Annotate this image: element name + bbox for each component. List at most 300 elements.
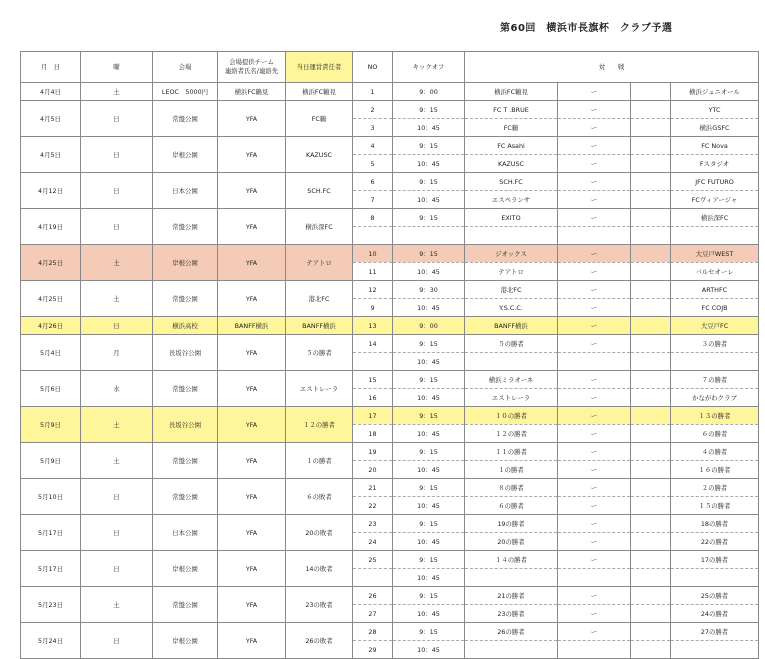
match-no: 6: [353, 173, 393, 191]
day-cell: 月: [81, 335, 153, 371]
home-team: ５の勝者: [465, 335, 558, 353]
day-cell: 土: [81, 281, 153, 317]
venue-cell: 岸根公園: [153, 245, 218, 281]
home-team: FC T .BRUE: [465, 101, 558, 119]
kickoff-time: 10：45: [393, 191, 465, 209]
provider-cell: YFA: [218, 245, 286, 281]
date-cell: 4月25日: [21, 245, 81, 281]
match-no: [353, 353, 393, 371]
kickoff-time: 10：45: [393, 569, 465, 587]
match-no: 1: [353, 83, 393, 101]
day-cell: 土: [81, 407, 153, 443]
table-row: [21, 587, 759, 605]
kickoff-time: 9：15: [393, 623, 465, 641]
versus-dash: ー: [558, 191, 631, 209]
provider-cell: YFA: [218, 137, 286, 173]
home-team: 19の勝者: [465, 515, 558, 533]
manager-cell: KAZUSC: [286, 137, 353, 173]
home-team: BANFF横浜: [465, 317, 558, 335]
match-no: 17: [353, 407, 393, 425]
table-row: [21, 83, 759, 101]
home-team: エスペランサ: [465, 191, 558, 209]
schedule-body: [21, 83, 759, 659]
kickoff-time: 10：45: [393, 299, 465, 317]
versus-dash: ー: [558, 155, 631, 173]
table-row: [21, 551, 759, 569]
spacer-cell: [631, 263, 671, 281]
day-cell: 日: [81, 173, 153, 209]
table-row: [21, 281, 759, 299]
venue-cell: 横浜高校: [153, 317, 218, 335]
venue-cell: 常盤公園: [153, 281, 218, 317]
versus-dash: [558, 353, 631, 371]
match-no: 9: [353, 299, 393, 317]
home-team: [465, 353, 558, 371]
manager-cell: １の勝者: [286, 443, 353, 479]
table-row: [21, 137, 759, 155]
kickoff-time: 10：45: [393, 533, 465, 551]
venue-cell: 日本公園: [153, 173, 218, 209]
table-row: [21, 443, 759, 461]
header-no: NO: [353, 52, 393, 83]
home-team: [465, 641, 558, 659]
spacer-cell: [631, 191, 671, 209]
home-team: FC鶴: [465, 119, 558, 137]
match-no: 11: [353, 263, 393, 281]
table-row: [21, 101, 759, 119]
versus-dash: ー: [558, 587, 631, 605]
home-team: エストレーラ: [465, 389, 558, 407]
kickoff-time: 10：45: [393, 641, 465, 659]
versus-dash: ー: [558, 479, 631, 497]
provider-cell: YFA: [218, 209, 286, 245]
venue-cell: 岸根公園: [153, 623, 218, 659]
day-cell: 日: [81, 623, 153, 659]
day-cell: 土: [81, 83, 153, 101]
match-no: 2: [353, 101, 393, 119]
versus-dash: [558, 569, 631, 587]
away-team: [671, 641, 759, 659]
provider-cell: YFA: [218, 551, 286, 587]
home-team: FC Asahi: [465, 137, 558, 155]
match-no: 18: [353, 425, 393, 443]
match-no: 16: [353, 389, 393, 407]
manager-cell: 20の敗者: [286, 515, 353, 551]
kickoff-time: 9：15: [393, 371, 465, 389]
match-no: 7: [353, 191, 393, 209]
header-match: 対 戦: [465, 52, 759, 83]
home-team: １２の勝者: [465, 425, 558, 443]
home-team: [465, 227, 558, 245]
spacer-cell: [631, 515, 671, 533]
kickoff-time: 9：15: [393, 479, 465, 497]
spacer-cell: [631, 425, 671, 443]
date-cell: 4月4日: [21, 83, 81, 101]
day-cell: 日: [81, 137, 153, 173]
versus-dash: ー: [558, 443, 631, 461]
day-cell: 日: [81, 515, 153, 551]
home-team: ジオックス: [465, 245, 558, 263]
manager-cell: エストレーラ: [286, 371, 353, 407]
venue-cell: 常盤公園: [153, 209, 218, 245]
spacer-cell: [631, 353, 671, 371]
versus-dash: ー: [558, 281, 631, 299]
spacer-cell: [631, 281, 671, 299]
spacer-cell: [631, 497, 671, 515]
versus-dash: ー: [558, 533, 631, 551]
manager-cell: １２の勝者: [286, 407, 353, 443]
versus-dash: ー: [558, 515, 631, 533]
date-cell: 4月12日: [21, 173, 81, 209]
versus-dash: ー: [558, 83, 631, 101]
versus-dash: ー: [558, 623, 631, 641]
provider-cell: BANFF横浜: [218, 317, 286, 335]
spacer-cell: [631, 605, 671, 623]
day-cell: 日: [81, 551, 153, 587]
match-no: 28: [353, 623, 393, 641]
kickoff-time: 9：00: [393, 83, 465, 101]
match-no: [353, 569, 393, 587]
match-no: 10: [353, 245, 393, 263]
home-team: １１の勝者: [465, 443, 558, 461]
manager-cell: 港北FC: [286, 281, 353, 317]
day-cell: 土: [81, 245, 153, 281]
table-row: [21, 407, 759, 425]
spacer-cell: [631, 479, 671, 497]
home-team: １４の勝者: [465, 551, 558, 569]
kickoff-time: 10：45: [393, 461, 465, 479]
match-no: 12: [353, 281, 393, 299]
manager-cell: SCH.FC: [286, 173, 353, 209]
spacer-cell: [631, 623, 671, 641]
versus-dash: ー: [558, 497, 631, 515]
away-team: 27の勝者: [671, 623, 759, 641]
date-cell: 4月25日: [21, 281, 81, 317]
home-team: １の勝者: [465, 461, 558, 479]
home-team: 20の勝者: [465, 533, 558, 551]
home-team: ８の勝者: [465, 479, 558, 497]
provider-cell: YFA: [218, 173, 286, 209]
venue-cell: 常盤公園: [153, 587, 218, 623]
table-row: [21, 623, 759, 641]
manager-cell: テアトロ: [286, 245, 353, 281]
match-no: [353, 227, 393, 245]
away-team: ７の勝者: [671, 371, 759, 389]
date-cell: 5月6日: [21, 371, 81, 407]
provider-cell: YFA: [218, 281, 286, 317]
kickoff-time: 9：15: [393, 443, 465, 461]
spacer-cell: [631, 137, 671, 155]
match-no: 23: [353, 515, 393, 533]
header-kickoff: キックオフ: [393, 52, 465, 83]
home-team: KAZUSC: [465, 155, 558, 173]
date-cell: 5月10日: [21, 479, 81, 515]
match-no: 29: [353, 641, 393, 659]
manager-cell: 横浜FC鶴見: [286, 83, 353, 101]
versus-dash: ー: [558, 461, 631, 479]
provider-cell: YFA: [218, 479, 286, 515]
manager-cell: 14の敗者: [286, 551, 353, 587]
kickoff-time: 9：15: [393, 137, 465, 155]
kickoff-time: [393, 227, 465, 245]
away-team: 大豆戸WEST: [671, 245, 759, 263]
kickoff-time: 9：15: [393, 335, 465, 353]
home-team: 横浜FC鶴見: [465, 83, 558, 101]
away-team: 大豆戸FC: [671, 317, 759, 335]
table-row: [21, 317, 759, 335]
kickoff-time: 10：45: [393, 389, 465, 407]
home-team: 港北FC: [465, 281, 558, 299]
schedule-table: [20, 51, 759, 659]
spacer-cell: [631, 209, 671, 227]
versus-dash: ー: [558, 389, 631, 407]
date-cell: 5月23日: [21, 587, 81, 623]
kickoff-time: 10：45: [393, 605, 465, 623]
kickoff-time: 10：45: [393, 353, 465, 371]
date-cell: 5月17日: [21, 515, 81, 551]
kickoff-time: 9：15: [393, 173, 465, 191]
kickoff-time: 9：15: [393, 245, 465, 263]
match-no: 20: [353, 461, 393, 479]
header-provider-line2: 連絡者氏名/連絡先: [224, 67, 279, 75]
away-team: ４の勝者: [671, 443, 759, 461]
match-no: 14: [353, 335, 393, 353]
day-cell: 土: [81, 443, 153, 479]
kickoff-time: 9：15: [393, 101, 465, 119]
date-cell: 4月26日: [21, 317, 81, 335]
spacer-cell: [631, 173, 671, 191]
spacer-cell: [631, 389, 671, 407]
versus-dash: ー: [558, 371, 631, 389]
match-no: 8: [353, 209, 393, 227]
day-cell: 水: [81, 371, 153, 407]
versus-dash: ー: [558, 317, 631, 335]
day-cell: 日: [81, 479, 153, 515]
versus-dash: ー: [558, 263, 631, 281]
away-team: かながわクラブ: [671, 389, 759, 407]
home-team: 23の勝者: [465, 605, 558, 623]
venue-cell: 岸根公園: [153, 137, 218, 173]
header-venue: 会場: [153, 52, 218, 83]
table-row: [21, 479, 759, 497]
away-team: 18の勝者: [671, 515, 759, 533]
versus-dash: [558, 641, 631, 659]
kickoff-time: 9：15: [393, 515, 465, 533]
versus-dash: ー: [558, 335, 631, 353]
venue-cell: 岸根公園: [153, 551, 218, 587]
day-cell: 日: [81, 209, 153, 245]
versus-dash: ー: [558, 137, 631, 155]
kickoff-time: 10：45: [393, 263, 465, 281]
home-team: Y.S.C.C.: [465, 299, 558, 317]
versus-dash: ー: [558, 101, 631, 119]
away-team: FC COJB: [671, 299, 759, 317]
date-cell: 5月9日: [21, 407, 81, 443]
provider-cell: YFA: [218, 443, 286, 479]
kickoff-time: 10：45: [393, 425, 465, 443]
versus-dash: ー: [558, 407, 631, 425]
match-no: 19: [353, 443, 393, 461]
spacer-cell: [631, 317, 671, 335]
venue-cell: 常盤公園: [153, 443, 218, 479]
spacer-cell: [631, 299, 671, 317]
home-team: １０の勝者: [465, 407, 558, 425]
away-team: JFC FUTURO: [671, 173, 759, 191]
versus-dash: ー: [558, 173, 631, 191]
home-team: テアトロ: [465, 263, 558, 281]
header-provider-line1: 会場提供チーム: [229, 58, 274, 66]
away-team: ３の勝者: [671, 335, 759, 353]
away-team: FCヴィアージャ: [671, 191, 759, 209]
spacer-cell: [631, 245, 671, 263]
provider-cell: YFA: [218, 515, 286, 551]
kickoff-time: 9：15: [393, 551, 465, 569]
date-cell: 5月4日: [21, 335, 81, 371]
home-team: SCH.FC: [465, 173, 558, 191]
spacer-cell: [631, 587, 671, 605]
venue-cell: LEOC 5000円: [153, 83, 218, 101]
away-team: １６の勝者: [671, 461, 759, 479]
spacer-cell: [631, 101, 671, 119]
away-team: YTC: [671, 101, 759, 119]
home-team: EXITO: [465, 209, 558, 227]
kickoff-time: 10：45: [393, 155, 465, 173]
venue-cell: 長坂谷公園: [153, 335, 218, 371]
spacer-cell: [631, 569, 671, 587]
spacer-cell: [631, 83, 671, 101]
document-title: 第60回 横浜市長旗杯 クラブ予選: [500, 23, 673, 34]
header-date: 月 日: [21, 52, 81, 83]
away-team: [671, 353, 759, 371]
away-team: Fスタジオ: [671, 155, 759, 173]
provider-cell: YFA: [218, 587, 286, 623]
table-row: [21, 371, 759, 389]
table-row: [21, 335, 759, 353]
away-team: １３の勝者: [671, 407, 759, 425]
away-team: 22の勝者: [671, 533, 759, 551]
header-day: 曜: [81, 52, 153, 83]
manager-cell: ５の勝者: [286, 335, 353, 371]
venue-cell: 常盤公園: [153, 479, 218, 515]
away-team: [671, 569, 759, 587]
provider-cell: YFA: [218, 623, 286, 659]
manager-cell: 横浜深FC: [286, 209, 353, 245]
away-team: 17の勝者: [671, 551, 759, 569]
away-team: バルセオーレ: [671, 263, 759, 281]
manager-cell: FC鶴: [286, 101, 353, 137]
versus-dash: [558, 227, 631, 245]
away-team: [671, 227, 759, 245]
away-team: ２の勝者: [671, 479, 759, 497]
versus-dash: ー: [558, 209, 631, 227]
versus-dash: ー: [558, 299, 631, 317]
away-team: 横浜深FC: [671, 209, 759, 227]
venue-cell: 常盤公園: [153, 371, 218, 407]
manager-cell: BANFF横浜: [286, 317, 353, 335]
versus-dash: ー: [558, 119, 631, 137]
away-team: 横浜ジュニオール: [671, 83, 759, 101]
match-no: 5: [353, 155, 393, 173]
home-team: ６の勝者: [465, 497, 558, 515]
kickoff-time: 9：15: [393, 587, 465, 605]
kickoff-time: 9：00: [393, 317, 465, 335]
spacer-cell: [631, 533, 671, 551]
versus-dash: ー: [558, 245, 631, 263]
day-cell: 土: [81, 587, 153, 623]
provider-cell: 横浜FC鶴見: [218, 83, 286, 101]
header-manager: 当日運営責任者: [286, 52, 353, 83]
header-row: [21, 52, 759, 83]
spacer-cell: [631, 371, 671, 389]
spacer-cell: [631, 155, 671, 173]
home-team: 21の勝者: [465, 587, 558, 605]
match-no: 26: [353, 587, 393, 605]
match-no: 4: [353, 137, 393, 155]
date-cell: 5月9日: [21, 443, 81, 479]
manager-cell: ６の敗者: [286, 479, 353, 515]
spacer-cell: [631, 119, 671, 137]
spacer-cell: [631, 335, 671, 353]
header-provider: [218, 52, 286, 83]
table-row: [21, 173, 759, 191]
versus-dash: ー: [558, 425, 631, 443]
spacer-cell: [631, 227, 671, 245]
home-team: 横浜ミラオーネ: [465, 371, 558, 389]
manager-cell: 23の敗者: [286, 587, 353, 623]
match-no: 22: [353, 497, 393, 515]
spacer-cell: [631, 641, 671, 659]
spacer-cell: [631, 407, 671, 425]
match-no: 25: [353, 551, 393, 569]
provider-cell: YFA: [218, 101, 286, 137]
date-cell: 5月17日: [21, 551, 81, 587]
venue-cell: 長坂谷公園: [153, 407, 218, 443]
versus-dash: ー: [558, 551, 631, 569]
kickoff-time: 9：15: [393, 407, 465, 425]
match-no: 27: [353, 605, 393, 623]
table-row: [21, 245, 759, 263]
kickoff-time: 9：30: [393, 281, 465, 299]
provider-cell: YFA: [218, 407, 286, 443]
manager-cell: 26の敗者: [286, 623, 353, 659]
away-team: ６の勝者: [671, 425, 759, 443]
spacer-cell: [631, 461, 671, 479]
versus-dash: ー: [558, 605, 631, 623]
kickoff-time: 10：45: [393, 497, 465, 515]
provider-cell: YFA: [218, 371, 286, 407]
match-no: 21: [353, 479, 393, 497]
day-cell: 日: [81, 101, 153, 137]
provider-cell: YFA: [218, 335, 286, 371]
spacer-cell: [631, 551, 671, 569]
match-no: 3: [353, 119, 393, 137]
venue-cell: 常盤公園: [153, 101, 218, 137]
date-cell: 4月5日: [21, 137, 81, 173]
kickoff-time: 9：15: [393, 209, 465, 227]
spacer-cell: [631, 443, 671, 461]
match-no: 13: [353, 317, 393, 335]
venue-cell: 日本公園: [153, 515, 218, 551]
home-team: 26の勝者: [465, 623, 558, 641]
date-cell: 5月24日: [21, 623, 81, 659]
away-team: 24の勝者: [671, 605, 759, 623]
away-team: 横浜GSFC: [671, 119, 759, 137]
date-cell: 4月19日: [21, 209, 81, 245]
home-team: [465, 569, 558, 587]
table-row: [21, 209, 759, 227]
away-team: ARTHFC: [671, 281, 759, 299]
match-no: 24: [353, 533, 393, 551]
